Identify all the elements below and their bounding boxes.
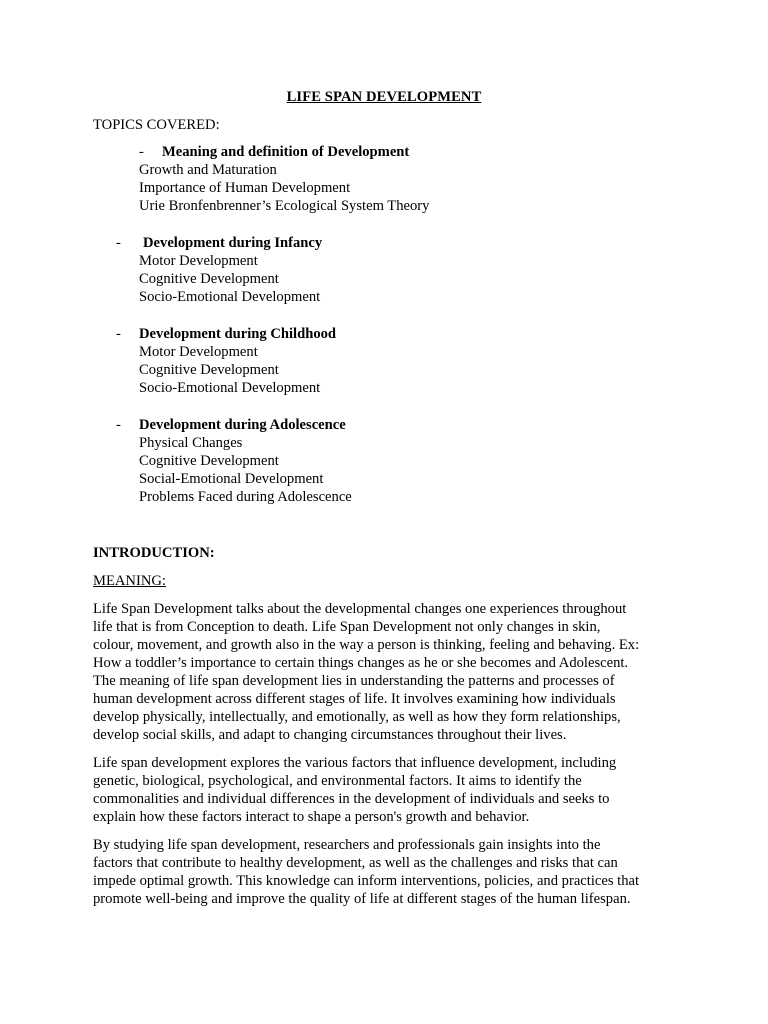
topic-subtopics — [139, 343, 768, 397]
paragraph-line: By studying life span development, researchers and professionals gain insights into the — [93, 837, 601, 853]
list-item: Social-Emotional Development — [139, 471, 324, 487]
topic-heading: Development during Adolescence — [139, 417, 346, 433]
topic-section-childhood — [0, 325, 768, 397]
meaning-heading: MEANING: — [93, 573, 166, 589]
paragraph-line: Life Span Development talks about the developmental changes one experiences throughout — [93, 601, 627, 617]
bullet-dash: - — [116, 326, 121, 342]
list-item: Physical Changes — [139, 435, 243, 451]
paragraph-line: develop physically, intellectually, and emotionally, as well as how they form relationships, — [93, 709, 621, 725]
paragraph-line: Life span development explores the various factors that influence development, including — [93, 755, 617, 771]
introduction-heading: INTRODUCTION: — [93, 545, 215, 561]
topic-heading: Development during Infancy — [143, 235, 323, 251]
list-item: Problems Faced during Adolescence — [139, 489, 352, 505]
paragraph-line: The meaning of life span development lies in understanding the patterns and processes of — [93, 673, 615, 689]
list-item: Motor Development — [139, 344, 258, 360]
topic-header — [0, 143, 768, 161]
list-item: Socio-Emotional Development — [139, 289, 321, 305]
list-item: Importance of Human Development — [139, 180, 351, 196]
bullet-dash: - — [139, 144, 144, 160]
topic-header — [0, 234, 768, 252]
paragraph-line: factors that contribute to healthy development, as well as the challenges and risks that can — [93, 855, 618, 871]
paragraph-line: commonalities and individual differences in the development of individuals and seeks to — [93, 791, 610, 807]
paragraph-line: life that is from Conception to death. Life Span Development not only changes in skin, — [93, 619, 601, 635]
list-item: Cognitive Development — [139, 453, 279, 469]
topic-heading: Meaning and definition of Development — [162, 144, 410, 160]
paragraph-line: promote well-being and improve the quality of life at different stages of the human lifespan. — [93, 891, 631, 907]
topic-header — [0, 416, 768, 434]
paragraph-line: genetic, biological, psychological, and environmental factors. It aims to identify the — [93, 773, 582, 789]
document-title: LIFE SPAN DEVELOPMENT — [286, 89, 482, 105]
topic-subtopics — [139, 434, 768, 506]
paragraph-factors — [93, 754, 683, 826]
paragraph-line: human development across different stages of life. It involves examining how individuals — [93, 691, 616, 707]
paragraph-line: explain how these factors interact to shape a person's growth and behavior. — [93, 809, 530, 825]
topic-subtopics — [139, 161, 768, 215]
topics-covered-label: TOPICS COVERED: — [93, 117, 220, 133]
list-item: Growth and Maturation — [139, 162, 277, 178]
paragraph-insights — [93, 836, 683, 908]
paragraph-line: impede optimal growth. This knowledge can inform interventions, policies, and practices that — [93, 873, 640, 889]
paragraph-line: How a toddler’s importance to certain things changes as he or she becomes and Adolescent. — [93, 655, 629, 671]
list-item: Socio-Emotional Development — [139, 380, 321, 396]
bullet-dash: - — [116, 417, 121, 433]
list-item: Cognitive Development — [139, 271, 279, 287]
paragraph-line: develop social skills, and adapt to changing circumstances throughout their lives. — [93, 727, 567, 743]
paragraph-line: colour, movement, and growth also in the way a person is thinking, feeling and behaving. Ex: — [93, 637, 640, 653]
topic-header — [0, 325, 768, 343]
topic-section-adolescence — [0, 416, 768, 506]
topic-subtopics — [139, 252, 768, 306]
topic-section-meaning — [0, 143, 768, 215]
topic-section-infancy — [0, 234, 768, 306]
bullet-dash: - — [116, 235, 121, 251]
paragraph-meaning — [93, 600, 683, 744]
list-item: Motor Development — [139, 253, 258, 269]
list-item: Urie Bronfenbrenner’s Ecological System Theory — [139, 198, 430, 214]
list-item: Cognitive Development — [139, 362, 279, 378]
topic-heading: Development during Childhood — [139, 326, 337, 342]
